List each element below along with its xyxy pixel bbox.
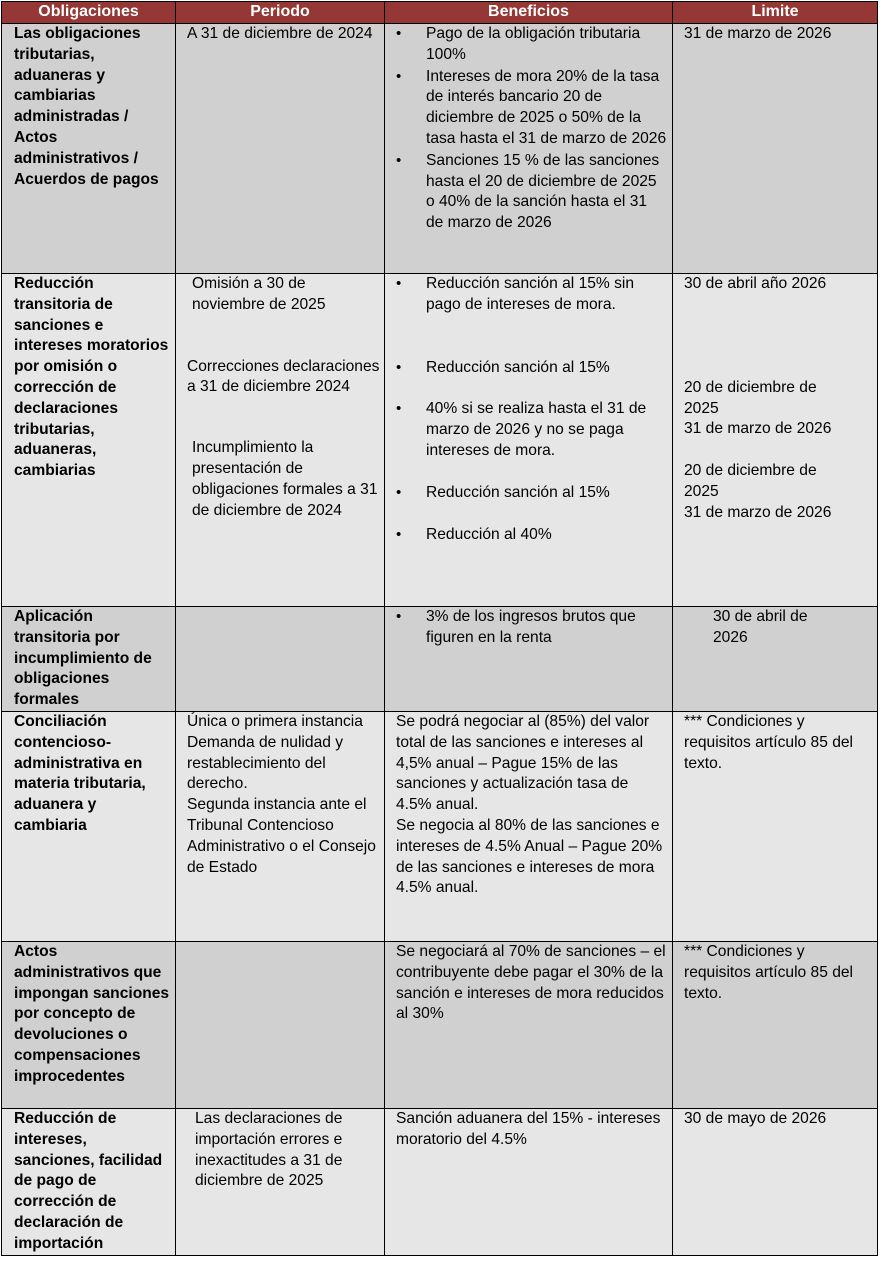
- periodo-text: Segunda instancia ante el Tribunal Contencioso Administrativo o el Consejo de Estado: [187, 796, 376, 876]
- periodo-text: Incumplimiento la presentación de obligaciones formales a 31 de diciembre de 2024: [192, 439, 378, 519]
- periodo-text: A 31 de diciembre de 2024: [187, 25, 373, 42]
- periodo-text: Única o primera instancia Demanda de nulidad y restablecimiento del derecho.: [187, 712, 363, 793]
- beneficios-cell: [385, 941, 673, 1108]
- header-periodo: Periodo: [176, 2, 385, 24]
- limite-text: 31 de marzo de 2026: [684, 503, 832, 521]
- beneficios-cell: [385, 24, 673, 274]
- limite-text: 31 de marzo de 2026: [684, 420, 832, 438]
- table-row: [2, 274, 878, 607]
- periodo-cell: [176, 941, 385, 1108]
- limite-cell: 31 de marzo de 2026: [673, 24, 878, 274]
- limite-cell: *** Condiciones y requisitos artículo 85 del texto.: [673, 941, 878, 1108]
- obligacion-cell: Actos administrativos que impongan sanciones por concepto de devoluciones o compensaciones improcedentes: [2, 941, 176, 1108]
- benefit-text: Se negocia al 80% de las sanciones e intereses de 4.5% Anual – Pague 20% de las sanciones e intereses de mora 4.5% anual.: [396, 816, 663, 897]
- benefit-item: • Sanciones 15 % de las sanciones hasta el 20 de diciembre de 2025 o 40% de la sanción hasta el 31 de marzo de 2026: [426, 151, 668, 234]
- periodo-text: Omisión a 30 de noviembre de 2025: [192, 275, 326, 313]
- beneficios-cell: [385, 607, 673, 712]
- benefit-item: • Reducción sanción al 15% sin pago de intereses de mora.: [426, 274, 668, 316]
- table-row: [2, 711, 878, 941]
- table-header-row: [2, 2, 878, 24]
- limite-cell: [673, 607, 878, 712]
- beneficios-cell: [385, 274, 673, 607]
- table-row: [2, 1108, 878, 1255]
- limite-text: 30 de abril de 2026: [713, 608, 808, 646]
- benefits-table: [1, 1, 878, 1256]
- periodo-text: Las declaraciones de importación errores e inexactitudes a 31 de diciembre de 2025: [195, 1109, 343, 1190]
- benefit-text: Se podrá negociar al (85%) del valor total de las sanciones e intereses al 4,5% anual – Pague 15% de las sanciones y actualización tasa de 4.5% anual.: [396, 712, 650, 814]
- obligacion-cell: Aplicación transitoria por incumplimiento de obligaciones formales: [2, 607, 176, 712]
- obligacion-cell: Las obligaciones tributarias, aduaneras y cambiarias administradas / Actos administrativos / Acuerdos de pagos: [2, 24, 176, 274]
- limite-text: 20 de diciembre de 2025: [684, 378, 817, 417]
- periodo-cell: [176, 24, 385, 274]
- periodo-cell: [176, 1108, 385, 1255]
- benefit-item: • Reducción al 40%: [426, 525, 668, 546]
- table-row: [2, 941, 878, 1108]
- header-obligaciones: Obligaciones: [2, 2, 176, 24]
- obligacion-cell: Reducción de intereses, sanciones, facilidad de pago de corrección de declaración de importación: [2, 1108, 176, 1255]
- header-beneficios: Beneficios: [385, 2, 673, 24]
- periodo-cell: [176, 274, 385, 607]
- table-row: [2, 24, 878, 274]
- benefit-text: Se negociará al 70% de sanciones – el contribuyente debe pagar el 30% de la sanción e intereses de mora reducidos al 30%: [396, 942, 666, 1023]
- benefit-item: • Reducción sanción al 15%: [426, 483, 668, 504]
- beneficios-cell: [385, 711, 673, 941]
- table-row: [2, 607, 878, 712]
- limite-cell: *** Condiciones y requisitos artículo 85 del texto.: [673, 711, 878, 941]
- header-limite: Limite: [673, 2, 878, 24]
- periodo-cell: [176, 607, 385, 712]
- periodo-cell: [176, 711, 385, 941]
- beneficios-cell: [385, 1108, 673, 1255]
- benefit-item: • 3% de los ingresos brutos que figuren en la renta: [426, 607, 668, 649]
- benefit-item: • Pago de la obligación tributaria 100%: [426, 24, 668, 66]
- limite-cell: [673, 274, 878, 607]
- benefit-item: • Intereses de mora 20% de la tasa de interés bancario 20 de diciembre de 2025 o 50% de la tasa hasta el 31 de marzo de 2026: [426, 67, 668, 150]
- obligacion-cell: Reducción transitoria de sanciones e intereses moratorios por omisión o corrección de declaraciones tributarias, aduaneras, cambiarias: [2, 274, 176, 607]
- limite-text: 20 de diciembre de 2025: [684, 462, 817, 500]
- obligacion-cell: Conciliación contencioso-administrativa en materia tributaria, aduanera y cambiaria: [2, 711, 176, 941]
- benefit-text: Sanción aduanera del 15% - intereses moratorio del 4.5%: [396, 1109, 661, 1148]
- periodo-text: Correcciones declaraciones a 31 de diciembre 2024: [187, 357, 380, 396]
- benefit-item: • Reducción sanción al 15%: [426, 358, 668, 379]
- limite-text: 30 de abril año 2026: [684, 275, 827, 292]
- limite-cell: 30 de mayo de 2026: [673, 1108, 878, 1255]
- benefit-item: • 40% si se realiza hasta el 31 de marzo de 2026 y no se paga intereses de mora.: [426, 399, 668, 461]
